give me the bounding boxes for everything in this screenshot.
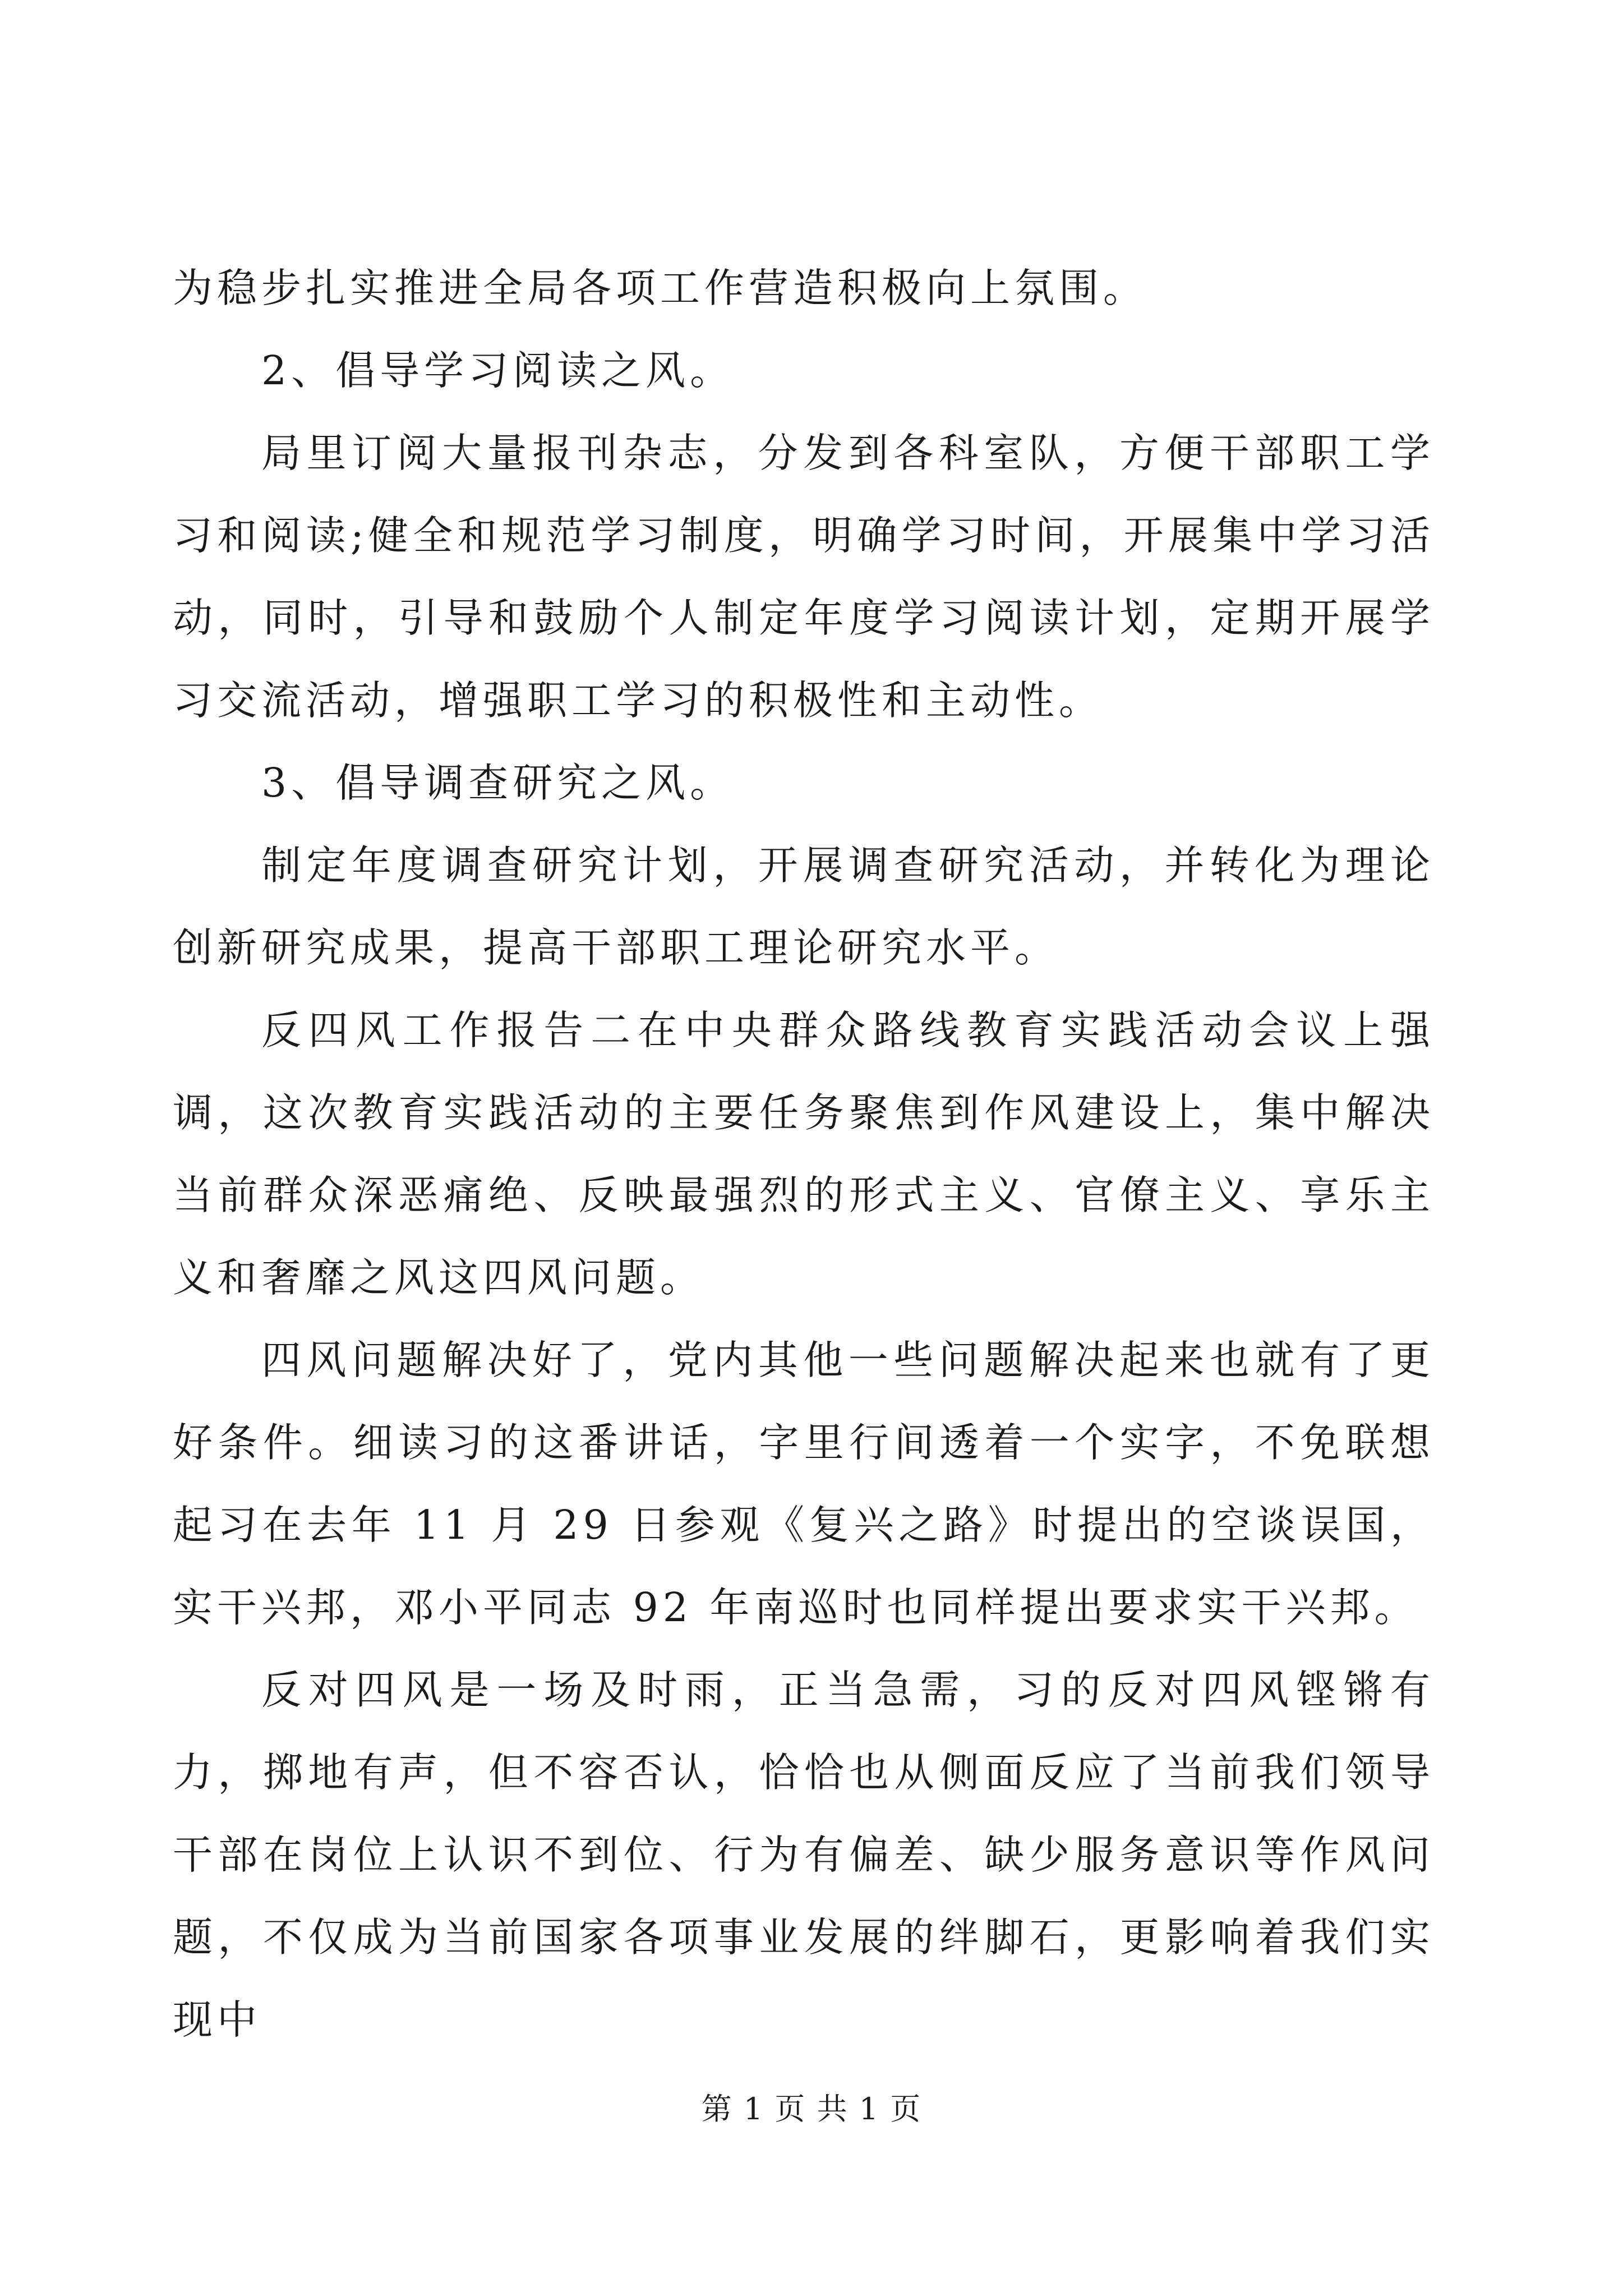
paragraph-research: 制定年度调查研究计划，开展调查研究活动，并转化为理论创新研究成果，提高干部职工理论研究水平。	[173, 842, 1435, 971]
section-heading-reading: 2、倡导学习阅读之风。	[261, 347, 735, 394]
paragraph-report-two: 反四风工作报告二在中央群众路线教育实践活动会议上强调，这次教育实践活动的主要任务聚焦到作风建设上，集中解决当前群众深恶痛绝、反映最强烈的形式主义、官僚主义、享乐主义和奢靡之风这四风问题。	[173, 1007, 1435, 1301]
paragraph-reading: 局里订阅大量报刊杂志，分发到各科室队，方便干部职工学习和阅读;健全和规范学习制度，明确学习时间，开展集中学习活动，同时，引导和鼓励个人制定年度学习阅读计划，定期开展学习交流活动，增强职工学习的积极性和主动性。	[173, 430, 1435, 724]
document-body	[173, 247, 1435, 2061]
page-footer: 第 1 页 共 1 页	[701, 2091, 922, 2127]
paragraph-opposition: 反对四风是一场及时雨，正当急需，习的反对四风铿锵有力，掷地有声，但不容否认，恰恰也从侧面反应了当前我们领导干部在岗位上认识不到位、行为有偏差、缺少服务意识等作风问题，不仅成为当前国家各项事业发展的绊脚石，更影响着我们实现中	[173, 1667, 1435, 2043]
paragraph-four-winds: 四风问题解决好了，党内其他一些问题解决起来也就有了更好条件。细读习的这番讲话，字里行间透着一个实字，不免联想起习在去年 11 月 29 日参观《复兴之路》时提出的空谈误国，实干兴邦，邓小平同志 92 年南巡时也同样提出要求实干兴邦。	[173, 1337, 1435, 1631]
paragraph-continuation: 为稳步扎实推进全局各项工作营造积极向上氛围。	[173, 265, 1148, 311]
section-heading-research: 3、倡导调查研究之风。	[261, 760, 735, 806]
